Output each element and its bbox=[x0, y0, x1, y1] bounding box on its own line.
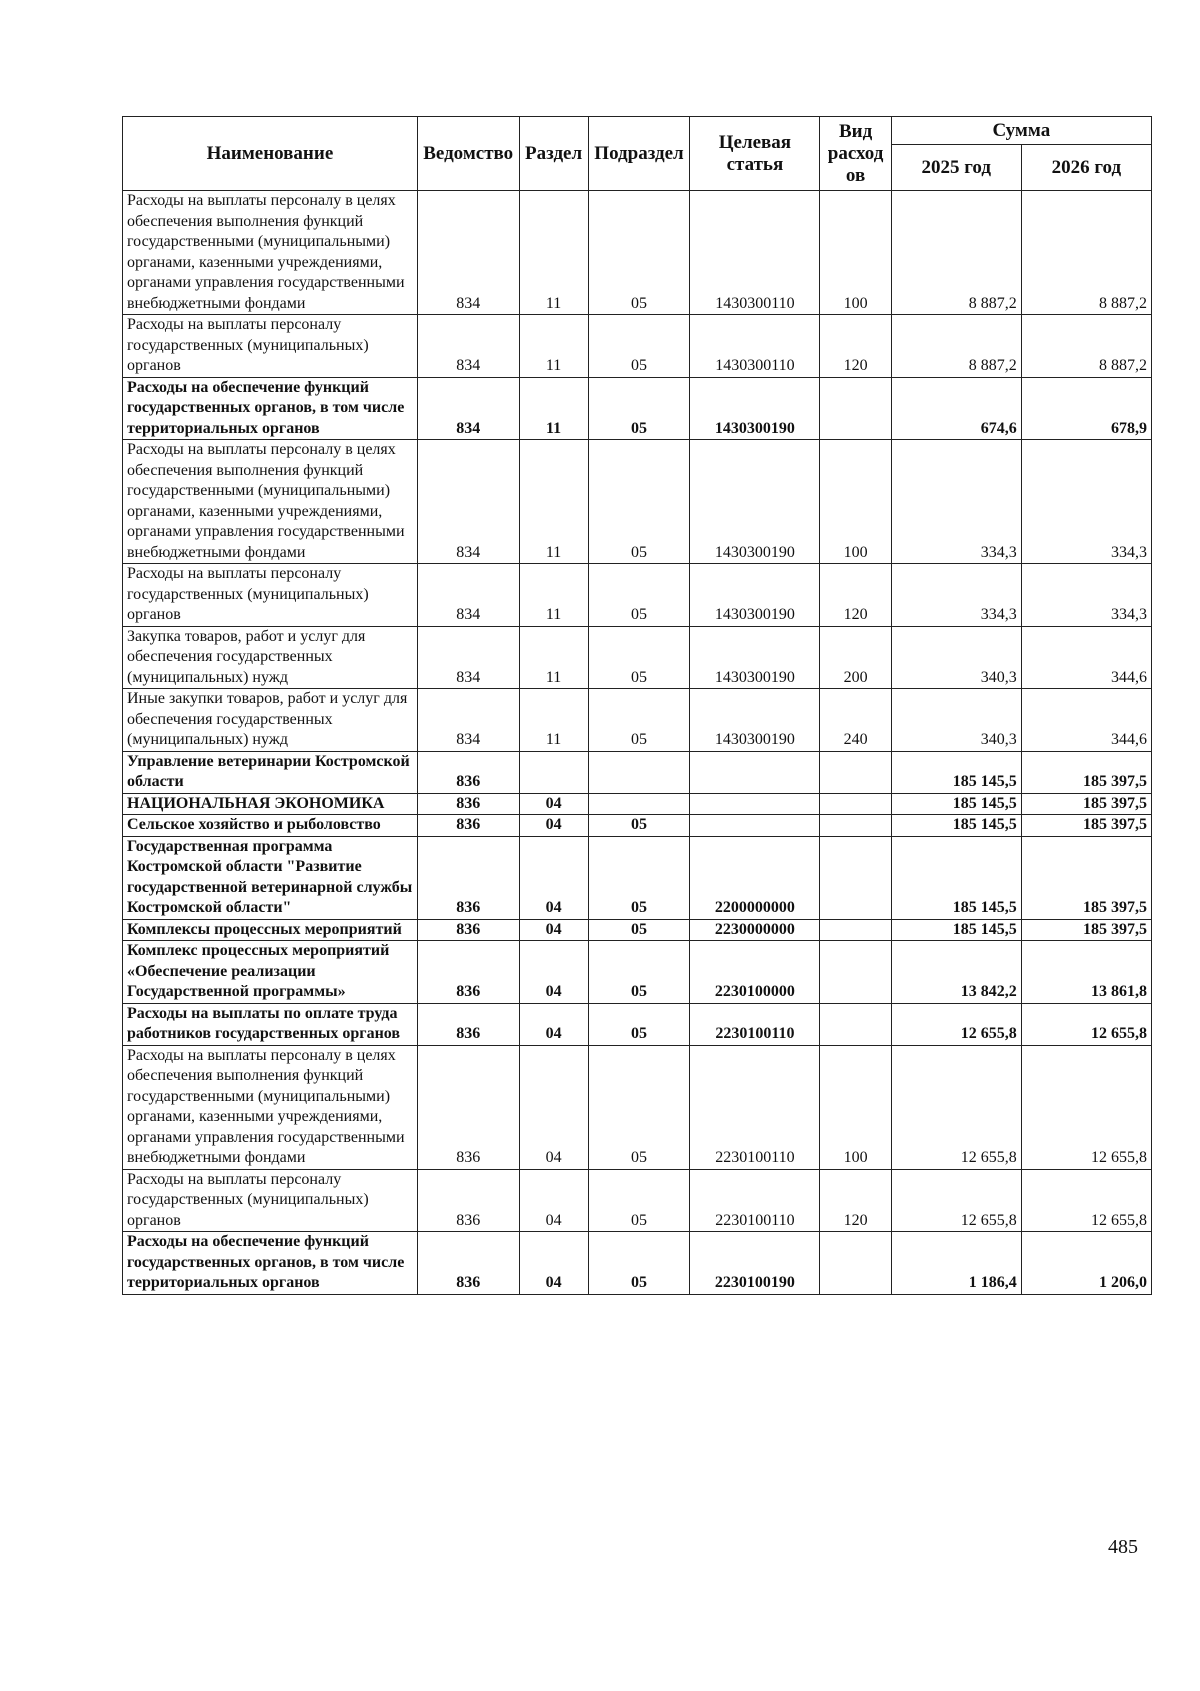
cell-target: 2230100110 bbox=[690, 1169, 820, 1232]
cell-razdel: 11 bbox=[519, 626, 588, 689]
cell-sum-2025: 185 145,5 bbox=[891, 919, 1021, 941]
cell-vedomstvo: 836 bbox=[417, 751, 519, 793]
cell-razdel: 04 bbox=[519, 1045, 588, 1169]
cell-sum-2025: 8 887,2 bbox=[891, 191, 1021, 315]
cell-sum-2025: 1 186,4 bbox=[891, 1232, 1021, 1295]
page-number: 485 bbox=[1108, 1536, 1138, 1558]
cell-sum-2026: 185 397,5 bbox=[1021, 815, 1151, 837]
header-target: Целевая статья bbox=[690, 117, 820, 191]
cell-vedomstvo: 836 bbox=[417, 1045, 519, 1169]
cell-sum-2026: 185 397,5 bbox=[1021, 919, 1151, 941]
cell-vid: 240 bbox=[820, 689, 891, 752]
table-row bbox=[123, 626, 1152, 689]
cell-vedomstvo: 834 bbox=[417, 191, 519, 315]
cell-vid: 200 bbox=[820, 626, 891, 689]
table-body bbox=[123, 191, 1152, 1295]
cell-sum-2026: 1 206,0 bbox=[1021, 1232, 1151, 1295]
header-vedomstvo: Ведомство bbox=[417, 117, 519, 191]
cell-name: Расходы на выплаты персоналу государственных (муниципальных) органов bbox=[123, 1169, 418, 1232]
cell-vedomstvo: 834 bbox=[417, 315, 519, 378]
cell-name: Расходы на обеспечение функций государственных органов, в том числе территориальных органов bbox=[123, 377, 418, 440]
cell-razdel: 04 bbox=[519, 941, 588, 1004]
cell-vedomstvo: 836 bbox=[417, 1169, 519, 1232]
cell-vid: 100 bbox=[820, 440, 891, 564]
cell-target: 1430300190 bbox=[690, 689, 820, 752]
cell-vedomstvo: 836 bbox=[417, 919, 519, 941]
cell-vedomstvo: 834 bbox=[417, 626, 519, 689]
cell-podrazdel bbox=[588, 751, 690, 793]
cell-razdel: 04 bbox=[519, 815, 588, 837]
cell-sum-2026: 678,9 bbox=[1021, 377, 1151, 440]
cell-podrazdel: 05 bbox=[588, 689, 690, 752]
cell-razdel: 04 bbox=[519, 919, 588, 941]
cell-name: Иные закупки товаров, работ и услуг для обеспечения государственных (муниципальных) нужд bbox=[123, 689, 418, 752]
table-header bbox=[123, 117, 1152, 191]
cell-podrazdel: 05 bbox=[588, 1003, 690, 1045]
table-row bbox=[123, 751, 1152, 793]
cell-sum-2026: 185 397,5 bbox=[1021, 793, 1151, 815]
cell-podrazdel: 05 bbox=[588, 1045, 690, 1169]
cell-target: 2200000000 bbox=[690, 836, 820, 919]
cell-target: 1430300190 bbox=[690, 626, 820, 689]
cell-sum-2026: 8 887,2 bbox=[1021, 191, 1151, 315]
header-vid: Вид расход ов bbox=[820, 117, 891, 191]
cell-razdel: 11 bbox=[519, 191, 588, 315]
cell-sum-2026: 8 887,2 bbox=[1021, 315, 1151, 378]
table-row bbox=[123, 315, 1152, 378]
cell-razdel: 11 bbox=[519, 564, 588, 627]
header-year-2026: 2026 год bbox=[1021, 145, 1151, 191]
cell-razdel: 04 bbox=[519, 1003, 588, 1045]
cell-podrazdel bbox=[588, 793, 690, 815]
cell-vid bbox=[820, 793, 891, 815]
cell-vid bbox=[820, 815, 891, 837]
cell-vid bbox=[820, 919, 891, 941]
cell-sum-2026: 12 655,8 bbox=[1021, 1045, 1151, 1169]
cell-vedomstvo: 836 bbox=[417, 1232, 519, 1295]
cell-podrazdel: 05 bbox=[588, 1232, 690, 1295]
cell-razdel: 04 bbox=[519, 1169, 588, 1232]
cell-vid: 100 bbox=[820, 1045, 891, 1169]
cell-vid bbox=[820, 1003, 891, 1045]
cell-target bbox=[690, 793, 820, 815]
table-row bbox=[123, 1003, 1152, 1045]
cell-sum-2026: 334,3 bbox=[1021, 440, 1151, 564]
cell-name: Комплексы процессных мероприятий bbox=[123, 919, 418, 941]
cell-sum-2025: 185 145,5 bbox=[891, 793, 1021, 815]
cell-sum-2025: 12 655,8 bbox=[891, 1045, 1021, 1169]
cell-sum-2025: 185 145,5 bbox=[891, 836, 1021, 919]
cell-podrazdel: 05 bbox=[588, 315, 690, 378]
cell-sum-2026: 185 397,5 bbox=[1021, 751, 1151, 793]
cell-vedomstvo: 836 bbox=[417, 793, 519, 815]
cell-vedomstvo: 834 bbox=[417, 564, 519, 627]
cell-name: Расходы на выплаты персоналу в целях обеспечения выполнения функций государственными (муниципальными) органами, казенными учреждениями, органами управления государственными внебюджетными фондами bbox=[123, 1045, 418, 1169]
cell-sum-2025: 340,3 bbox=[891, 689, 1021, 752]
cell-target: 2230100110 bbox=[690, 1045, 820, 1169]
cell-sum-2025: 185 145,5 bbox=[891, 751, 1021, 793]
cell-podrazdel: 05 bbox=[588, 377, 690, 440]
cell-sum-2026: 185 397,5 bbox=[1021, 836, 1151, 919]
cell-podrazdel: 05 bbox=[588, 564, 690, 627]
table-row bbox=[123, 1169, 1152, 1232]
cell-vid bbox=[820, 836, 891, 919]
cell-target: 2230100000 bbox=[690, 941, 820, 1004]
cell-sum-2025: 12 655,8 bbox=[891, 1003, 1021, 1045]
cell-vid: 100 bbox=[820, 191, 891, 315]
budget-table bbox=[122, 116, 1152, 1295]
cell-vid: 120 bbox=[820, 315, 891, 378]
cell-sum-2026: 334,3 bbox=[1021, 564, 1151, 627]
cell-name: Расходы на выплаты персоналу государственных (муниципальных) органов bbox=[123, 315, 418, 378]
cell-sum-2025: 334,3 bbox=[891, 440, 1021, 564]
cell-target: 2230000000 bbox=[690, 919, 820, 941]
cell-podrazdel: 05 bbox=[588, 440, 690, 564]
cell-target: 1430300190 bbox=[690, 564, 820, 627]
cell-name: Расходы на выплаты персоналу в целях обеспечения выполнения функций государственными (муниципальными) органами, казенными учреждениями, органами управления государственными внебюджетными фондами bbox=[123, 191, 418, 315]
cell-vid bbox=[820, 1232, 891, 1295]
cell-razdel: 04 bbox=[519, 836, 588, 919]
cell-target: 1430300190 bbox=[690, 377, 820, 440]
header-podrazdel: Подраздел bbox=[588, 117, 690, 191]
cell-sum-2026: 12 655,8 bbox=[1021, 1003, 1151, 1045]
cell-name: Государственная программа Костромской области "Развитие государственной ветеринарной службы Костромской области" bbox=[123, 836, 418, 919]
cell-target: 1430300110 bbox=[690, 315, 820, 378]
cell-vedomstvo: 836 bbox=[417, 1003, 519, 1045]
cell-vedomstvo: 836 bbox=[417, 815, 519, 837]
cell-vedomstvo: 836 bbox=[417, 836, 519, 919]
cell-name: Сельское хозяйство и рыболовство bbox=[123, 815, 418, 837]
table-row bbox=[123, 836, 1152, 919]
cell-vid bbox=[820, 941, 891, 1004]
cell-podrazdel: 05 bbox=[588, 191, 690, 315]
cell-name: Расходы на обеспечение функций государственных органов, в том числе территориальных органов bbox=[123, 1232, 418, 1295]
cell-razdel: 11 bbox=[519, 440, 588, 564]
cell-vid: 120 bbox=[820, 1169, 891, 1232]
cell-name: Закупка товаров, работ и услуг для обеспечения государственных (муниципальных) нужд bbox=[123, 626, 418, 689]
cell-target: 2230100190 bbox=[690, 1232, 820, 1295]
header-summa: Сумма bbox=[891, 117, 1151, 145]
cell-sum-2026: 12 655,8 bbox=[1021, 1169, 1151, 1232]
table-row bbox=[123, 793, 1152, 815]
cell-sum-2025: 12 655,8 bbox=[891, 1169, 1021, 1232]
cell-target bbox=[690, 751, 820, 793]
cell-podrazdel: 05 bbox=[588, 941, 690, 1004]
table-row bbox=[123, 1045, 1152, 1169]
cell-target: 1430300110 bbox=[690, 191, 820, 315]
table-row bbox=[123, 815, 1152, 837]
cell-name: Расходы на выплаты персоналу государственных (муниципальных) органов bbox=[123, 564, 418, 627]
cell-sum-2025: 674,6 bbox=[891, 377, 1021, 440]
cell-sum-2025: 334,3 bbox=[891, 564, 1021, 627]
cell-podrazdel: 05 bbox=[588, 919, 690, 941]
cell-podrazdel: 05 bbox=[588, 836, 690, 919]
cell-razdel: 11 bbox=[519, 377, 588, 440]
table-row bbox=[123, 564, 1152, 627]
cell-sum-2026: 13 861,8 bbox=[1021, 941, 1151, 1004]
cell-razdel: 04 bbox=[519, 793, 588, 815]
table-row bbox=[123, 689, 1152, 752]
cell-sum-2026: 344,6 bbox=[1021, 626, 1151, 689]
cell-vedomstvo: 834 bbox=[417, 689, 519, 752]
header-year-2025: 2025 год bbox=[891, 145, 1021, 191]
cell-name: Расходы на выплаты по оплате труда работников государственных органов bbox=[123, 1003, 418, 1045]
cell-vid bbox=[820, 751, 891, 793]
cell-name: Комплекс процессных мероприятий «Обеспечение реализации Государственной программы» bbox=[123, 941, 418, 1004]
table-row bbox=[123, 1232, 1152, 1295]
cell-vid bbox=[820, 377, 891, 440]
cell-razdel bbox=[519, 751, 588, 793]
cell-podrazdel: 05 bbox=[588, 1169, 690, 1232]
cell-razdel: 11 bbox=[519, 689, 588, 752]
cell-podrazdel: 05 bbox=[588, 815, 690, 837]
table-row bbox=[123, 919, 1152, 941]
cell-target: 2230100110 bbox=[690, 1003, 820, 1045]
cell-vid: 120 bbox=[820, 564, 891, 627]
table-row bbox=[123, 440, 1152, 564]
cell-name: НАЦИОНАЛЬНАЯ ЭКОНОМИКА bbox=[123, 793, 418, 815]
cell-podrazdel: 05 bbox=[588, 626, 690, 689]
cell-razdel: 11 bbox=[519, 315, 588, 378]
table-row bbox=[123, 377, 1152, 440]
cell-sum-2025: 340,3 bbox=[891, 626, 1021, 689]
cell-vedomstvo: 834 bbox=[417, 440, 519, 564]
table-row bbox=[123, 941, 1152, 1004]
cell-target: 1430300190 bbox=[690, 440, 820, 564]
cell-name: Управление ветеринарии Костромской области bbox=[123, 751, 418, 793]
cell-vedomstvo: 836 bbox=[417, 941, 519, 1004]
header-razdel: Раздел bbox=[519, 117, 588, 191]
header-name: Наименование bbox=[123, 117, 418, 191]
cell-sum-2025: 13 842,2 bbox=[891, 941, 1021, 1004]
cell-razdel: 04 bbox=[519, 1232, 588, 1295]
cell-name: Расходы на выплаты персоналу в целях обеспечения выполнения функций государственными (муниципальными) органами, казенными учреждениями, органами управления государственными внебюджетными фондами bbox=[123, 440, 418, 564]
cell-vedomstvo: 834 bbox=[417, 377, 519, 440]
table-row bbox=[123, 191, 1152, 315]
cell-sum-2025: 185 145,5 bbox=[891, 815, 1021, 837]
cell-sum-2025: 8 887,2 bbox=[891, 315, 1021, 378]
cell-target bbox=[690, 815, 820, 837]
cell-sum-2026: 344,6 bbox=[1021, 689, 1151, 752]
